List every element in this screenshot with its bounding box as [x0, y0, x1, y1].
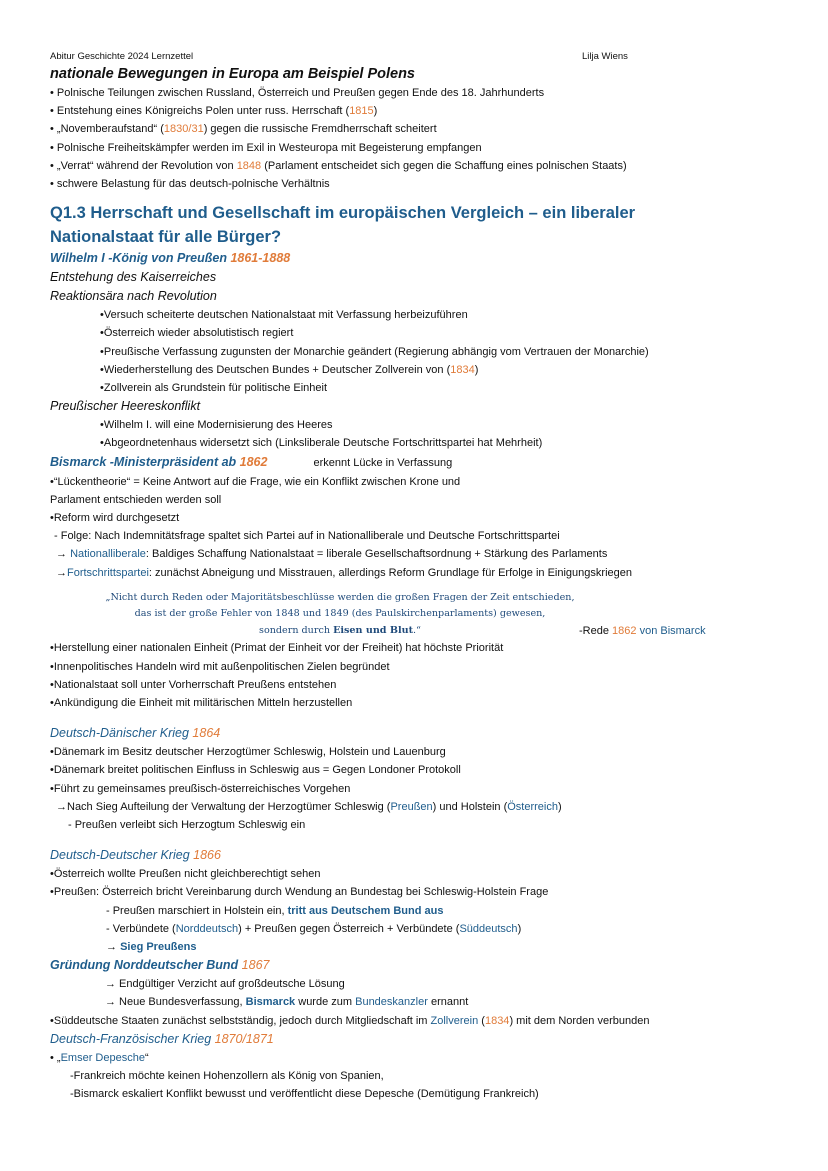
- list-item: [50, 157, 790, 175]
- item-text: Wiederherstellung des Deutschen Bundes + Deutscher Zollverein von (: [103, 363, 451, 376]
- title-text: Gründung Norddeutscher Bund: [50, 958, 242, 973]
- section-title-polen: nationale Bewegungen in Europa am Beispiel Polens: [50, 66, 415, 82]
- list-item: [50, 416, 790, 434]
- section-title-wilhelm: [50, 249, 790, 268]
- title-term: Bundeskanzler: [355, 996, 428, 1009]
- quote-block: [50, 590, 790, 640]
- spacer: [50, 712, 790, 724]
- item-text: ) gegen die russische Fremdherrschaft scheitert: [203, 123, 437, 136]
- list-item: [50, 883, 790, 901]
- list-item: [50, 902, 790, 920]
- year: 1867: [241, 958, 270, 973]
- year: 1815: [349, 105, 374, 118]
- title-text: Deutsch-Dänischer Krieg: [50, 726, 193, 741]
- bullet: •: [50, 141, 54, 154]
- state-name: Österreich: [507, 800, 558, 813]
- list-item-continuation: Parlament entschieden werden soll: [50, 493, 222, 506]
- item-text: Herstellung einer nationalen Einheit (Primat der Einheit vor der Freiheit) hat höchste Priorität: [53, 642, 504, 655]
- year: 1834: [450, 363, 475, 376]
- item-text: Österreich wieder absolutistisch regiert: [103, 327, 294, 340]
- section-title-bismarck: [50, 453, 790, 473]
- item-text: Abgeordnetenhaus widersetzt sich (Linksliberale Deutsche Fortschrittspartei hat Mehrheit): [103, 437, 543, 450]
- list-item: [50, 761, 790, 779]
- bullet: •: [100, 309, 104, 322]
- item-text: Preußische Verfassung zugunsten der Monarchie geändert (Regierung abhängig vom Vertrauen der Monarchie): [103, 345, 649, 358]
- title-text: Deutsch-Französischer Krieg: [50, 1031, 215, 1046]
- quote-emphasis: Eisen und Blut: [333, 624, 413, 636]
- item-text: Nationalstaat soll unter Vorherrschaft Preußens entstehen: [53, 678, 337, 691]
- section-title-norddeutscher-bund: [50, 956, 790, 975]
- year: 1862: [612, 624, 637, 637]
- year: 1870/1871: [214, 1031, 274, 1046]
- item-text: Innenpolitisches Handeln wird mit außenpolitischen Zielen begründet: [53, 660, 390, 673]
- list-item: [50, 743, 790, 761]
- quote-line: [50, 623, 630, 640]
- item-text: Führt zu gemeinsames preußisch-österreichisches Vorgehen: [53, 782, 351, 795]
- bullet: •: [50, 105, 54, 118]
- section-title-daenisch: [50, 724, 790, 743]
- header-course: Abitur Geschichte 2024 Lernzettel: [50, 51, 194, 62]
- item-text: Versuch scheiterte deutschen Nationalstaat mit Verfassung herbeizuführen: [103, 309, 468, 322]
- bullet: •: [50, 178, 54, 191]
- year: 1861-1888: [230, 251, 291, 266]
- item-text: ): [558, 800, 562, 813]
- party-name: Fortschrittspartei: [67, 566, 149, 579]
- list-item: [50, 120, 790, 138]
- item-text: Polnische Freiheitskämpfer werden im Exil in Westeuropa mit Begeisterung empfangen: [56, 141, 482, 154]
- list-item: - Folge: Nach Indemnitätsfrage spaltet sich Partei auf in Nationalliberale und Deutsche Fortschrittspartei: [54, 530, 560, 543]
- subheading: Entstehung des Kaiserreiches: [50, 270, 217, 285]
- list-item: [50, 1012, 790, 1030]
- chapter-title-line1: Q1.3 Herrschaft und Gesellschaft im europäischen Vergleich – ein liberaler: [50, 204, 636, 223]
- list-item: [50, 676, 790, 694]
- quote-line: „Nicht durch Reden oder Majoritätsbeschlüsse werden die großen Fragen der Zeit entschieden,: [105, 591, 575, 603]
- bullet: •: [50, 475, 54, 488]
- title-text: Wilhelm I -König von Preußen: [50, 251, 231, 266]
- item-text: „Verrat“ während der Revolution von: [56, 159, 237, 172]
- year: 1830/31: [163, 123, 204, 136]
- item-text: Zollverein als Grundstein für politische Einheit: [103, 382, 328, 395]
- item-text: Dänemark breitet politischen Einfluss in Schleswig aus = Gegen Londoner Protokoll: [53, 764, 461, 777]
- list-item: [50, 639, 790, 657]
- item-text: → Neue Bundesverfassung,: [105, 996, 246, 1009]
- list-item: [50, 324, 790, 342]
- subheading: Preußischer Heereskonflikt: [50, 399, 201, 414]
- item-text: ): [517, 922, 522, 935]
- item-text: ): [474, 363, 479, 376]
- arrow: →: [106, 941, 121, 953]
- list-item: - Preußen verleibt sich Herzogtum Schleswig ein: [68, 818, 306, 831]
- list-item: [50, 509, 790, 527]
- bullet: •: [100, 419, 104, 432]
- item-text: →Nach Sieg Aufteilung der Verwaltung der Herzogtümer Schleswig (: [56, 800, 391, 813]
- region-name: Norddeutsch: [175, 922, 239, 935]
- item-text: (: [478, 1014, 485, 1027]
- bullet: •: [50, 696, 54, 709]
- side-note: erkennt Lücke in Verfassung: [313, 456, 453, 469]
- item-text: - Preußen marschiert in Holstein ein,: [106, 904, 288, 917]
- bullet: •: [50, 678, 54, 691]
- bullet: •: [50, 746, 54, 759]
- item-text: ernannt: [427, 996, 469, 1009]
- list-item: [50, 361, 790, 379]
- list-item: [50, 343, 790, 361]
- year: 1834: [484, 1014, 510, 1027]
- page-header: [50, 51, 650, 65]
- item-text: Österreich wollte Preußen nicht gleichberechtigt sehen: [53, 868, 321, 881]
- subheading: Reaktionsära nach Revolution: [50, 289, 217, 304]
- quote-text: sondern durch: [259, 624, 334, 636]
- list-item: -Frankreich möchte keinen Hohenzollern als König von Spanien,: [70, 1070, 384, 1083]
- bullet: •: [50, 123, 54, 136]
- item-text: ) und Holstein (: [432, 800, 508, 813]
- list-item: [50, 564, 790, 582]
- bullet: •: [50, 764, 54, 777]
- bullet: •: [50, 1014, 54, 1027]
- list-item: [50, 139, 790, 157]
- list-item: [50, 920, 790, 938]
- list-item: [50, 379, 790, 397]
- state-name: Preußen: [390, 800, 433, 813]
- item-text: Entstehung eines Königreichs Polen unter russ. Herrschaft (: [56, 105, 350, 118]
- region-name: Süddeutsch: [459, 922, 518, 935]
- bullet: •: [50, 512, 54, 525]
- list-item: [50, 434, 790, 452]
- year: 1866: [193, 848, 221, 863]
- quote-line: das ist der große Fehler von 1848 und 1849 (des Paulskirchenparlaments) gewesen,: [134, 608, 546, 620]
- document-content: [50, 64, 790, 1103]
- year: 1864: [192, 726, 221, 741]
- bullet: •: [100, 327, 104, 340]
- item-text: (Parlament entscheidet sich gegen die Schaffung eines polnischen Staats): [261, 159, 627, 172]
- source-text: von Bismarck: [636, 624, 706, 637]
- source-text: -Rede: [579, 624, 613, 637]
- section-title-deutsch-franzoesisch: [50, 1030, 790, 1049]
- term: Zollverein: [430, 1014, 479, 1027]
- list-item: [50, 1049, 790, 1067]
- bullet: •: [50, 782, 54, 795]
- spacer: [50, 582, 790, 590]
- bullet: •: [50, 660, 54, 673]
- header-author: Lilja Wiens: [582, 51, 628, 62]
- quote-source: [579, 623, 706, 640]
- item-text: - Verbündete (: [106, 922, 176, 935]
- item-text: „Novemberaufstand“ (: [56, 123, 164, 136]
- term: Emser Depesche: [60, 1051, 145, 1064]
- list-item: [50, 306, 790, 324]
- bullet: •: [50, 87, 54, 99]
- spacer: [50, 193, 790, 201]
- bullet: •: [100, 437, 104, 450]
- list-item: → Endgültiger Verzicht auf großdeutsche Lösung: [105, 978, 345, 991]
- item-text: ) mit dem Norden verbunden: [509, 1014, 650, 1027]
- item-text: Dänemark im Besitz deutscher Herzogtümer Schleswig, Holstein und Lauenburg: [53, 746, 446, 759]
- emphasis: Sieg Preußens: [120, 941, 197, 953]
- bullet: •: [100, 345, 104, 358]
- item-text: Süddeutsche Staaten zunächst selbstständig, jedoch durch Mitgliedschaft im: [53, 1014, 431, 1027]
- title-text: Bismarck -Ministerpräsident ab: [50, 454, 240, 469]
- list-item: [50, 473, 790, 491]
- chapter-title-line2: Nationalstaat für alle Bürger?: [50, 228, 282, 247]
- list-item: [50, 993, 790, 1011]
- item-text: ) + Preußen gegen Österreich + Verbündete (: [238, 922, 460, 935]
- list-item: [50, 545, 790, 563]
- item-text: ): [373, 105, 378, 118]
- emphasis: Bismarck: [245, 996, 296, 1009]
- list-item: [50, 658, 790, 676]
- item-text: Reform wird durchgesetzt: [53, 512, 180, 525]
- item-text: “Lückentheorie“ = Keine Antwort auf die Frage, wie ein Konflikt zwischen Krone und: [53, 475, 461, 488]
- list-item: [50, 938, 790, 956]
- list-item: -Bismarck eskaliert Konflikt bewusst und veröffentlicht diese Depesche (Demütigung Frankreich): [70, 1088, 539, 1101]
- title-text: Deutsch-Deutscher Krieg: [50, 848, 194, 863]
- bullet: •: [50, 886, 54, 899]
- quote-text: .“: [413, 624, 421, 636]
- year: 1848: [236, 159, 262, 172]
- bullet: •: [100, 363, 104, 376]
- bullet: •: [50, 868, 54, 881]
- item-text: : zunächst Abneigung und Misstrauen, allerdings Reform Grundlage für Erfolge in Einigungskriegen: [148, 566, 632, 579]
- item-text: • „: [50, 1051, 61, 1064]
- item-text: “: [144, 1051, 149, 1064]
- emphasis: tritt aus Deutschem Bund aus: [287, 904, 444, 917]
- list-item: [50, 798, 790, 816]
- item-text: schwere Belastung für das deutsch-polnische Verhältnis: [56, 178, 330, 191]
- item-text: Polnische Teilungen zwischen Russland, Österreich und Preußen gegen Ende des 18. Jahrhunderts: [56, 87, 545, 99]
- bullet: •: [50, 642, 54, 655]
- spacer: [50, 834, 790, 846]
- list-item: [50, 694, 790, 712]
- bullet: •: [50, 159, 54, 172]
- section-title-deutsch-deutsch: [50, 846, 790, 865]
- item-text: Preußen: Österreich bricht Vereinbarung durch Wendung an Bundestag bei Schleswig-Holstein Frage: [53, 886, 549, 899]
- list-item: [50, 102, 790, 120]
- party-name: Nationalliberale: [70, 548, 146, 561]
- list-item: [50, 865, 790, 883]
- item-text: Wilhelm I. will eine Modernisierung des Heeres: [103, 419, 333, 432]
- list-item: [50, 84, 790, 102]
- item-text: : Baldiges Schaffung Nationalstaat = liberale Gesellschaftsordnung + Stärkung des Parlaments: [145, 548, 608, 561]
- arrow: →: [56, 548, 71, 561]
- item-text: wurde zum: [295, 996, 356, 1009]
- list-item: [50, 780, 790, 798]
- bullet: •: [100, 382, 104, 395]
- list-item: [50, 175, 790, 193]
- year: 1862: [239, 454, 268, 469]
- arrow: →: [56, 566, 67, 579]
- item-text: Ankündigung die Einheit mit militärischen Mitteln herzustellen: [53, 696, 353, 709]
